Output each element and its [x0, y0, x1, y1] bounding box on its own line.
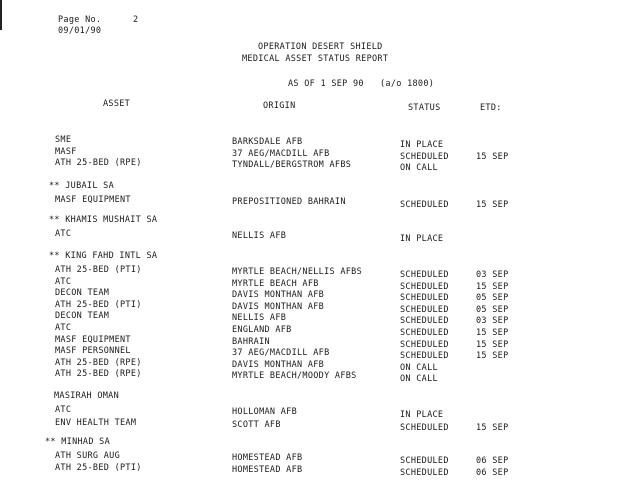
status-cell: IN PLACE: [400, 234, 444, 244]
origin-cell: HOLLOMAN AFB: [232, 407, 298, 417]
asset-cell: ENV HEALTH TEAM: [55, 417, 137, 428]
column-header-origin: ORIGIN: [263, 101, 296, 111]
section-heading: ** KHAMIS MUSHAIT SA: [49, 215, 158, 225]
asset-cell: ATH 25-BED (RPE): [55, 369, 142, 380]
report-date: 09/01/90: [58, 26, 102, 36]
status-cell: ON CALL: [400, 374, 438, 385]
asset-cell: ATC: [55, 229, 72, 239]
status-cell: ON CALL: [400, 362, 438, 373]
page-number: 2: [133, 15, 139, 25]
asset-cell: ATH SURG AUG: [55, 451, 121, 461]
status-cell: SCHEDULED: [400, 456, 449, 466]
asset-cell: DECON TEAM: [55, 288, 110, 299]
status-cell: SCHEDULED: [400, 468, 449, 478]
origin-cell: BAHRAIN: [232, 336, 270, 347]
etd-cell: 06 SEP: [476, 456, 509, 466]
asset-cell: ATH 25-BED (RPE): [55, 158, 142, 168]
status-cell: SCHEDULED: [400, 281, 449, 292]
status-cell: SCHEDULED: [400, 304, 449, 315]
status-cell: IN PLACE: [400, 140, 444, 150]
page-edge-mark: [0, 0, 2, 30]
etd-cell: 03 SEP: [476, 316, 509, 327]
origin-cell: HOMESTEAD AFB: [232, 453, 303, 463]
column-header-etd: ETD:: [480, 103, 502, 113]
etd-cell: 03 SEP: [476, 270, 509, 280]
origin-cell: MYRTLE BEACH AFB: [232, 278, 319, 289]
status-cell: SCHEDULED: [400, 200, 449, 210]
asset-cell: ATH 25-BED (PTI): [55, 299, 142, 310]
asset-cell: ATC: [55, 323, 72, 333]
origin-cell: ENGLAND AFB: [232, 325, 292, 335]
column-header-asset: ASSET: [103, 99, 131, 109]
asset-cell: ATH 25-BED (PTI): [55, 265, 142, 275]
status-cell: SCHEDULED: [400, 422, 449, 433]
etd-cell: 15 SEP: [476, 339, 509, 350]
etd-cell: 05 SEP: [476, 293, 509, 304]
section-heading: ** JUBAIL SA: [49, 181, 115, 191]
origin-cell: NELLIS AFB: [232, 231, 287, 241]
status-cell: SCHEDULED: [400, 151, 449, 162]
as-of-note: (a/o 1800): [380, 79, 435, 89]
asset-cell: MASF PERSONNEL: [55, 346, 131, 357]
origin-cell: DAVIS MONTHAN AFB: [232, 301, 325, 312]
etd-cell: 15 SEP: [476, 151, 509, 162]
status-cell: SCHEDULED: [400, 351, 449, 362]
status-cell: SCHEDULED: [400, 328, 449, 338]
status-cell: SCHEDULED: [400, 293, 449, 304]
status-cell: SCHEDULED: [400, 339, 449, 350]
origin-cell: NELLIS AFB: [232, 313, 287, 324]
origin-cell: HOMESTEAD AFB: [232, 465, 303, 475]
origin-cell: DAVIS MONTHAN AFB: [232, 290, 325, 301]
section-heading: ** KING FAHD INTL SA: [49, 251, 158, 261]
etd-cell: 05 SEP: [476, 304, 509, 315]
column-header-status: STATUS: [408, 103, 441, 113]
asset-cell: MASF: [55, 146, 77, 157]
origin-cell: MYRTLE BEACH/NELLIS AFBS: [232, 267, 363, 277]
report-subtitle: MEDICAL ASSET STATUS REPORT: [242, 54, 389, 64]
status-cell: SCHEDULED: [400, 316, 449, 327]
report-title: OPERATION DESERT SHIELD: [258, 42, 383, 52]
section-heading: ** MINHAD SA: [45, 437, 111, 447]
origin-cell: SCOTT AFB: [232, 419, 281, 430]
etd-cell: 15 SEP: [476, 422, 509, 433]
origin-cell: DAVIS MONTHAN AFB: [232, 359, 325, 370]
etd-cell: 15 SEP: [476, 281, 509, 292]
etd-cell: 15 SEP: [476, 351, 509, 362]
etd-cell: 15 SEP: [476, 328, 509, 338]
origin-cell: 37 AEG/MACDILL AFB: [232, 348, 330, 359]
origin-cell: 37 AEG/MACDILL AFB: [232, 148, 330, 159]
etd-cell: 15 SEP: [476, 200, 509, 210]
origin-cell: PREPOSITIONED BAHRAIN: [232, 197, 346, 207]
asset-cell: MASF EQUIPMENT: [55, 195, 131, 205]
asset-cell: MASF EQUIPMENT: [55, 334, 131, 345]
etd-cell: 06 SEP: [476, 468, 509, 478]
section-heading: MASIRAH OMAN: [54, 391, 120, 401]
status-cell: ON CALL: [400, 163, 438, 173]
origin-cell: BARKSDALE AFB: [232, 137, 303, 147]
page-label: Page No.: [58, 15, 102, 25]
asset-cell: ATH 25-BED (RPE): [55, 357, 142, 368]
asset-cell: ATC: [55, 405, 72, 415]
status-cell: SCHEDULED: [400, 270, 449, 280]
asset-cell: ATC: [55, 276, 72, 287]
asset-cell: DECON TEAM: [55, 311, 110, 322]
asset-cell: SME: [55, 135, 72, 145]
origin-cell: MYRTLE BEACH/MOODY AFBS: [232, 371, 357, 382]
as-of-date: AS OF 1 SEP 90: [288, 79, 364, 89]
status-cell: IN PLACE: [400, 410, 444, 420]
origin-cell: TYNDALL/BERGSTROM AFBS: [232, 160, 352, 170]
asset-cell: ATH 25-BED (PTI): [55, 463, 142, 473]
